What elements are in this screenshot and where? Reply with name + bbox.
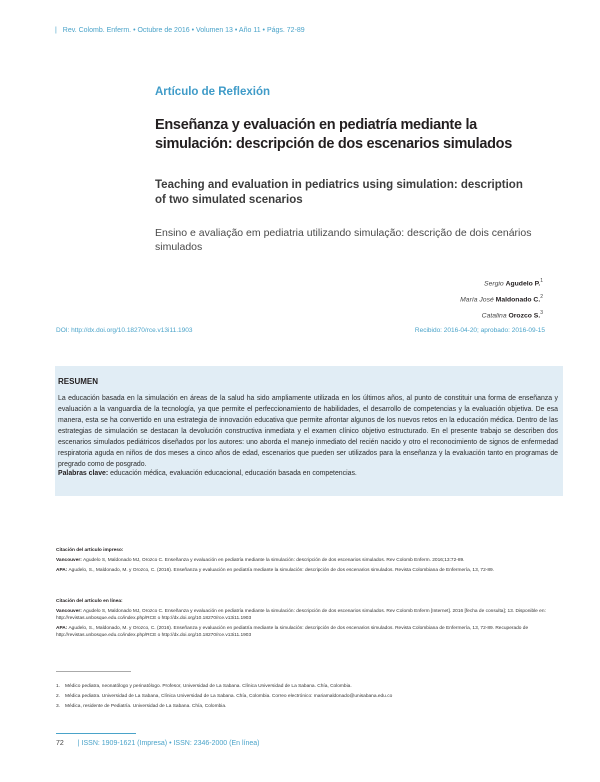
year: Año 11 xyxy=(238,27,261,34)
footnote-divider xyxy=(56,671,131,672)
title-portuguese: Ensino e avaliação em pediatria utilizando simulação: descrição de dois cenários simulados xyxy=(155,227,532,253)
section-label: Artículo de Reflexión xyxy=(155,86,271,98)
author-list xyxy=(460,275,543,322)
citation-apa: APA: Agudelo, S., Maldonado, M. y Orozco, C. (2016). Enseñanza y evaluación en pediatría mediante la simulación: descripción de dos escenarios simulados. Revista Colombiana de Enfermería, 13, 72-89. Recuperado de http://revistas.unbosque.edu.co/index.php/RCE o http://dx.doi.org/10.18270/rce.v13i11.1903 xyxy=(56,626,529,638)
abstract-heading: RESUMEN xyxy=(58,377,99,386)
doi-link[interactable]: DOI: http://dx.doi.org/10.18270/rce.v13i11.1903 xyxy=(56,327,193,334)
received-accepted-dates: Recibido: 2016-04-20; aprobado: 2016-09-15 xyxy=(414,327,545,334)
citation-print xyxy=(56,547,564,577)
footnotes xyxy=(56,682,556,712)
abstract-box xyxy=(55,366,563,496)
footnote: 3. Médica, residente de Pediatría. Universidad de La Sabana. Chía, Colombia. xyxy=(56,704,227,709)
running-header: | Rev. Colomb. Enferm. • Octubre de 2016 • Volumen 13 • Año 11 • Págs. 72-89 xyxy=(55,27,305,34)
page-number: 72 xyxy=(56,740,64,747)
issue-date: Octubre de 2016 xyxy=(137,27,190,34)
title-english: Teaching and evaluation in pediatrics using simulation: description of two simulated scenarios xyxy=(155,179,523,206)
author: María José Maldonado C.$^2$ xyxy=(460,293,543,304)
footer-divider xyxy=(56,733,136,734)
title-spanish: Enseñanza y evaluación en pediatría mediante la simulación: descripción de dos escenarios simulados xyxy=(155,117,512,152)
citation-vancouver: Vancouver: Agudelo S, Maldonado MJ, Orozco C. Enseñanza y evaluación en pediatría mediante la simulación: descripción de dos escenarios simulados. Rev Colomb Enferm [Internet]. 2016 [fecha de consulta]; 13. Disponible en: http://revistas.unbosque.edu.co/index.php/RCE o http://dx.doi.org/10.18270/rce.v13i11.1903 xyxy=(56,609,546,621)
author: Sergio Agudelo P.$^1$ xyxy=(484,278,543,288)
abstract-body: La educación basada en la simulación en áreas de la salud ha sido ampliamente utilizada en los últimos años, al punto de constituir una forma de enseñanza y evaluación a la vanguardia de la tecnología, ya que permite el perfeccionamiento de habilidades, el desarrollo de competencias y la evaluación objetiva. De esa manera, esta se ha convertido en una estrategia de innovación educativa que permite afrontar algunos de los nuevos retos en la educación médica. Dentro de las estrategias de simulación se destacan la devolución constructiva inmediata y el examen clínico objetivo estructurado. En el presente trabajo se describen dos escenarios simulados pediátricos diseñados por los autores: uno aborda el manejo inmediato del recién nacido y otro el reconocimiento de signos de enfermedad respiratoria aguda en niños de dos meses a cinco años de edad, escenarios que pueden ser utilizados para la enseñanza y la evaluación tanto en programas de pregrado como de posgrado. xyxy=(58,395,558,468)
journal-name: Rev. Colomb. Enferm. xyxy=(62,27,132,34)
citation-online xyxy=(56,598,564,642)
citation-apa: APA: Agudelo, S., Maldonado, M. y Orozco, C. (2016). Enseñanza y evaluación en pediatría mediante la simulación: descripción de dos escenarios simulados. Revista Colombiana de Enfermería, 13, 72-89. xyxy=(56,568,495,573)
issn-print: ISSN: 1909-1621 (Impresa) xyxy=(81,740,168,747)
footnote: 2. Médica pediatra. Universidad de La Sabana, Clínica Universidad de La Sabana. Chía, Colombia. Correo electrónico: mariamaldonado@unisabana.edu.co xyxy=(56,694,393,699)
pages: Págs. 72-89 xyxy=(266,27,305,34)
issn-online: ISSN: 2346-2000 (En línea) xyxy=(173,740,260,747)
keywords-label: Palabras clave: xyxy=(58,470,109,477)
volume: Volumen 13 xyxy=(195,27,233,34)
keywords xyxy=(58,470,558,477)
header-separator: | xyxy=(55,27,57,34)
page-footer: 72 | ISSN: 1909-1621 (Impresa) • ISSN: 2346-2000 (En línea) xyxy=(56,740,260,747)
author: Catalina Orozco S.$^3$ xyxy=(481,309,543,319)
citation-vancouver: Vancouver: Agudelo S, Maldonado MJ, Orozco C. Enseñanza y evaluación en pediatría mediante la simulación: descripción de dos escenarios simulados. Rev Colomb Enferm. 2016;13:72-89. xyxy=(56,558,465,563)
footnote: 1. Médico pediatra, neonatólogo y perinatólogo. Profesor, Universidad de La Sabana. Clínica Universidad de La Sabana. Chía, Colombia. xyxy=(56,684,352,689)
citation-online-heading: Citación del artículo en línea: xyxy=(56,599,123,604)
footer-separator: | xyxy=(77,740,80,747)
citation-print-heading: Citación del artículo impreso: xyxy=(56,548,124,553)
keywords-text: educación médica, evaluación educacional, educación basada en competencias. xyxy=(110,470,357,477)
